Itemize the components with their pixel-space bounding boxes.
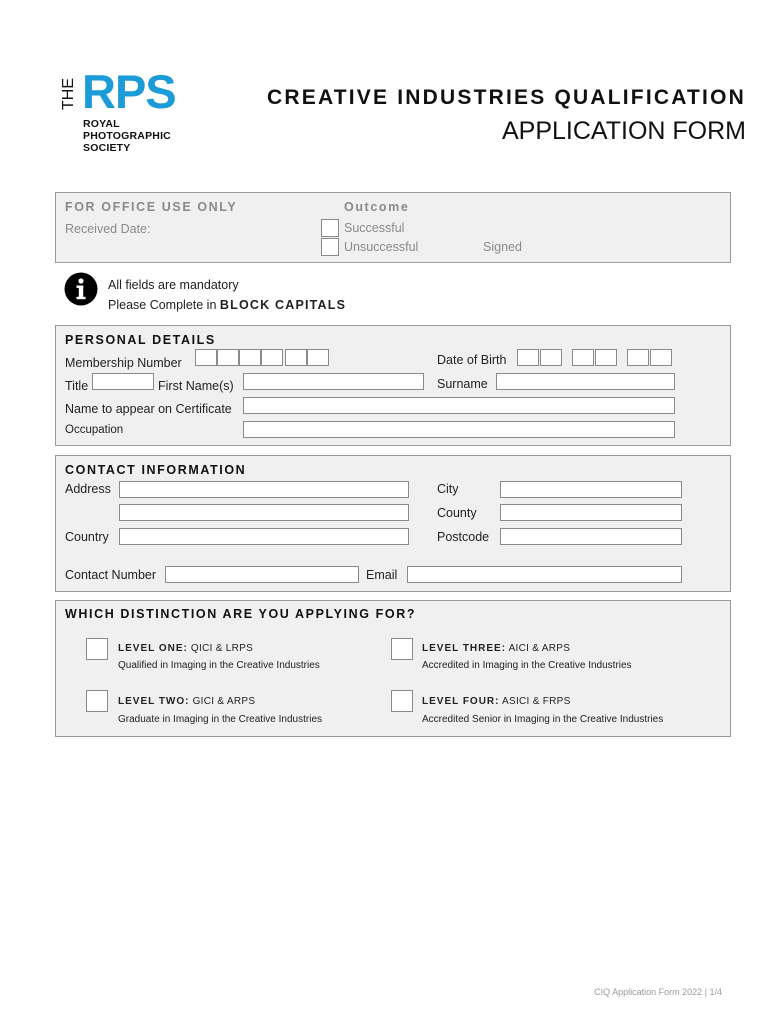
- certificate-name-label: Name to appear on Certificate: [65, 402, 232, 416]
- level-three-title: [422, 643, 570, 654]
- level-one-title: [118, 643, 253, 654]
- city-field[interactable]: [500, 481, 682, 498]
- level-four-name: LEVEL FOUR:: [422, 696, 500, 707]
- address-label: Address: [65, 482, 111, 496]
- surname-label: Surname: [437, 377, 488, 391]
- block-capitals-prefix: Please Complete in: [108, 298, 220, 312]
- mandatory-notice: All fields are mandatory: [108, 278, 239, 292]
- distinction-heading: WHICH DISTINCTION ARE YOU APPLYING FOR?: [65, 607, 417, 621]
- first-names-field[interactable]: [243, 373, 424, 390]
- level-one-checkbox[interactable]: [86, 638, 108, 660]
- successful-label: Successful: [344, 221, 405, 235]
- block-capitals-notice: [108, 298, 346, 312]
- level-one-name: LEVEL ONE:: [118, 643, 188, 654]
- membership-digit-3[interactable]: [239, 349, 261, 366]
- level-two-code: GICI & ARPS: [189, 696, 256, 707]
- successful-checkbox[interactable]: [321, 219, 339, 237]
- signed-label: Signed: [483, 240, 522, 254]
- unsuccessful-checkbox[interactable]: [321, 238, 339, 256]
- occupation-field[interactable]: [243, 421, 675, 438]
- email-field[interactable]: [407, 566, 682, 583]
- occupation-label: Occupation: [65, 424, 124, 436]
- level-two-checkbox[interactable]: [86, 690, 108, 712]
- page-footer: CIQ Application Form 2022 | 1/4: [594, 987, 722, 997]
- title-field[interactable]: [92, 373, 154, 390]
- unsuccessful-label: Unsuccessful: [344, 240, 419, 254]
- county-label: County: [437, 506, 477, 520]
- dob-month-2[interactable]: [595, 349, 617, 366]
- first-names-label: First Name(s): [158, 379, 234, 393]
- membership-digit-5[interactable]: [285, 349, 307, 366]
- level-three-description: Accredited in Imaging in the Creative Industries: [422, 660, 632, 671]
- level-one-code: QICI & LRPS: [187, 643, 254, 654]
- dob-year-1[interactable]: [627, 349, 649, 366]
- logo-line-royal: ROYAL: [83, 118, 120, 130]
- country-field[interactable]: [119, 528, 409, 545]
- membership-digit-6[interactable]: [307, 349, 329, 366]
- contact-number-field[interactable]: [165, 566, 359, 583]
- logo-rps: RPS: [82, 65, 176, 118]
- level-four-title: [422, 696, 571, 707]
- surname-field[interactable]: [496, 373, 675, 390]
- email-label: Email: [366, 568, 398, 582]
- contact-information-heading: CONTACT INFORMATION: [65, 463, 247, 477]
- level-two-name: LEVEL TWO:: [118, 696, 190, 707]
- form-title: CREATIVE INDUSTRIES QUALIFICATION: [267, 86, 746, 109]
- level-three-checkbox[interactable]: [391, 638, 413, 660]
- outcome-label: Outcome: [344, 200, 410, 214]
- county-field[interactable]: [500, 504, 682, 521]
- postcode-field[interactable]: [500, 528, 682, 545]
- form-subtitle: APPLICATION FORM: [501, 117, 746, 145]
- level-two-description: Graduate in Imaging in the Creative Industries: [118, 714, 322, 725]
- level-three-name: LEVEL THREE:: [422, 643, 507, 654]
- logo-line-photographic: PHOTOGRAPHIC: [83, 130, 171, 142]
- dob-month-1[interactable]: [572, 349, 594, 366]
- city-label: City: [437, 482, 459, 496]
- membership-digit-1[interactable]: [195, 349, 217, 366]
- level-three-code: AICI & ARPS: [506, 643, 571, 654]
- address-line-2-field[interactable]: [119, 504, 409, 521]
- level-four-code: ASICI & FRPS: [499, 696, 571, 707]
- level-four-checkbox[interactable]: [391, 690, 413, 712]
- received-date-label: Received Date:: [65, 222, 151, 236]
- contact-number-label: Contact Number: [65, 568, 157, 582]
- postcode-label: Postcode: [437, 530, 490, 544]
- level-two-title: [118, 696, 255, 707]
- dob-year-2[interactable]: [650, 349, 672, 366]
- dob-label: Date of Birth: [437, 353, 507, 367]
- dob-day-1[interactable]: [517, 349, 539, 366]
- logo-the: THE: [60, 78, 77, 110]
- logo-the-text: [56, 70, 78, 110]
- title-label: Title: [65, 379, 89, 393]
- membership-number-label: Membership Number: [65, 356, 182, 370]
- office-use-heading: FOR OFFICE USE ONLY: [65, 200, 238, 214]
- logo-society-name: [83, 118, 171, 154]
- dob-day-2[interactable]: [540, 349, 562, 366]
- membership-digit-4[interactable]: [261, 349, 283, 366]
- address-line-1-field[interactable]: [119, 481, 409, 498]
- certificate-name-field[interactable]: [243, 397, 675, 414]
- block-capitals-bold: BLOCK CAPITALS: [219, 298, 347, 312]
- personal-details-heading: PERSONAL DETAILS: [65, 333, 216, 347]
- country-label: Country: [65, 530, 109, 544]
- level-one-description: Qualified in Imaging in the Creative Industries: [118, 660, 320, 671]
- info-icon: [64, 272, 98, 306]
- logo-line-society: SOCIETY: [83, 142, 131, 154]
- membership-digit-2[interactable]: [217, 349, 239, 366]
- level-four-description: Accredited Senior in Imaging in the Creative Industries: [422, 714, 664, 725]
